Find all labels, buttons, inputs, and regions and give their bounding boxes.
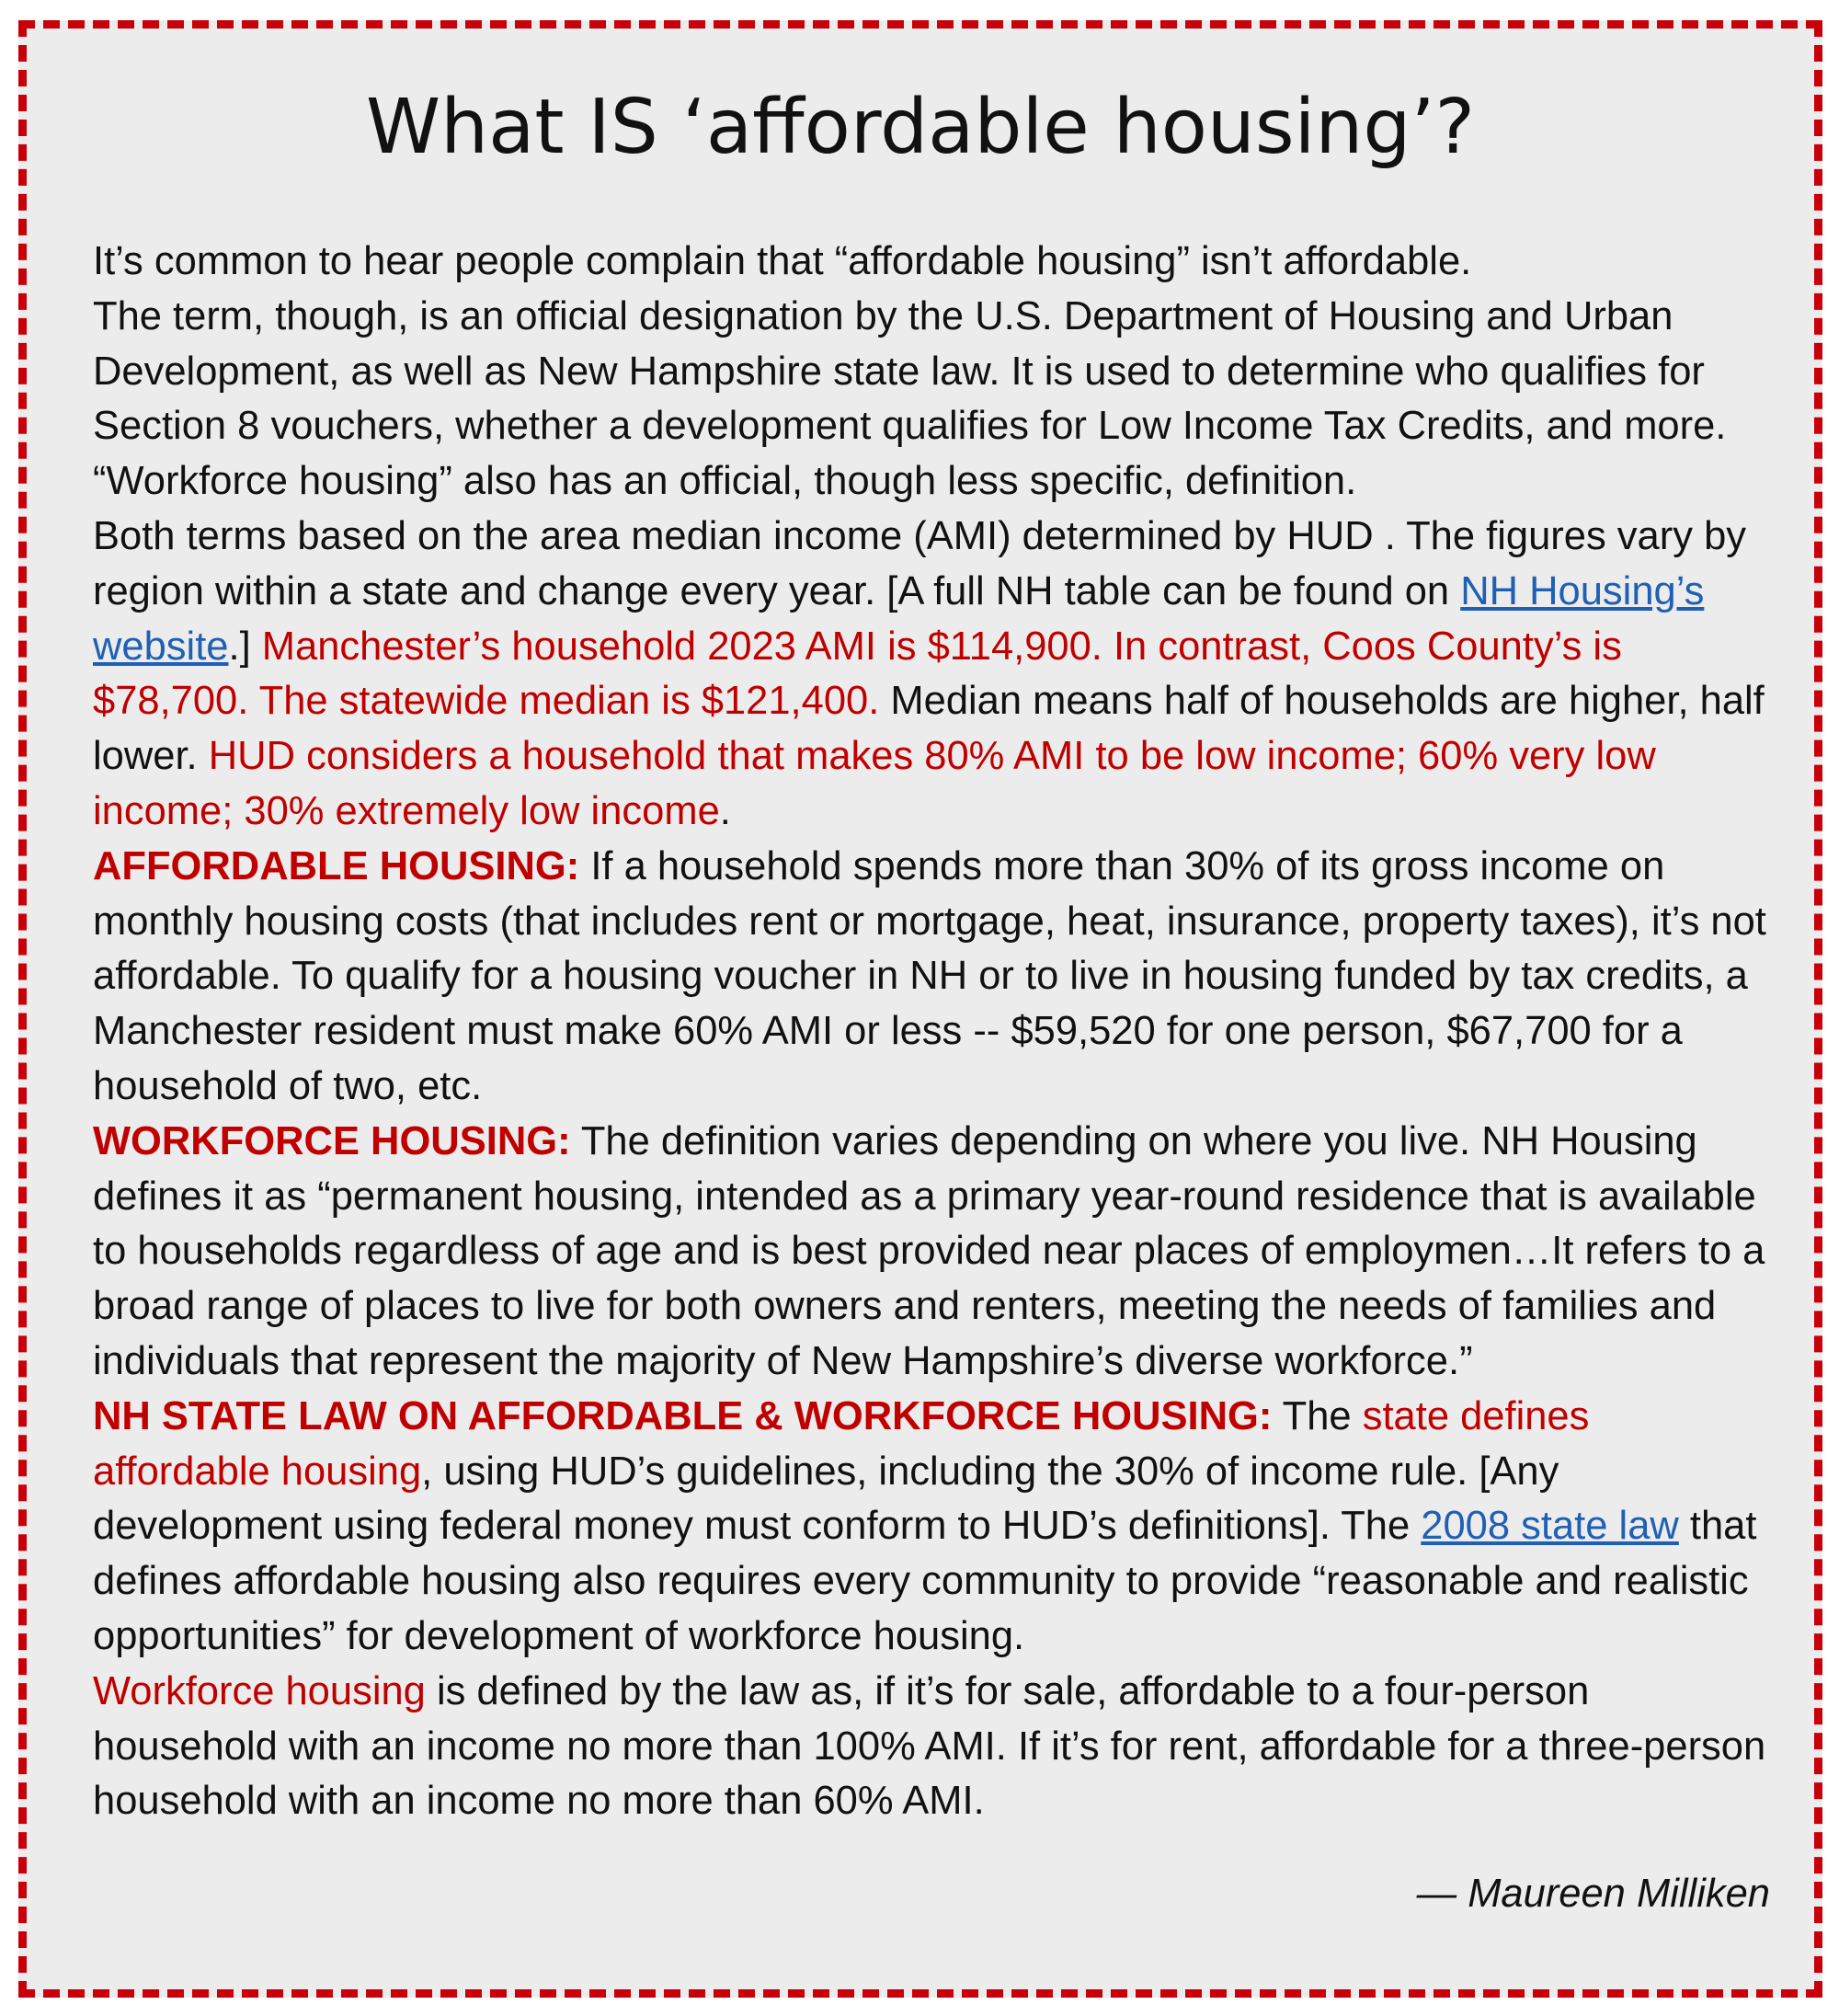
definition-paragraph [93, 290, 1766, 510]
workforce-definition-paragraph [93, 1665, 1766, 1829]
definition-text: The term, though, is an official designation by the U.S. Department of Housing and Urban Development, as well as New Hampshire state law. It is used to determine who qualifies for Section 8 vouchers, whether a development qualifies for Low Income Tax Credits, and more. “Workforce housing” also has an official, though less specific, definition. [93, 293, 1727, 504]
sidebar-box [18, 20, 1822, 1998]
author-byline: — Maureen Milliken [1416, 1872, 1770, 1916]
affordable-housing-text: If a household spends more than 30% of its gross income on monthly housing costs (that includes rent or mortgage, heat, insurance, property taxes), it’s not affordable. To qualify for a housing voucher in NH or to live in housing funded by tax credits, a Manchester resident must make 60% AMI or less -- $59,520 for one person, $67,700 for a household of two, etc. [93, 843, 1766, 1108]
income-levels-highlight: HUD considers a household that makes 80% AMI to be low income; 60% very low income; 30% extremely low income [93, 734, 1656, 833]
workforce-housing-paragraph [93, 1115, 1766, 1390]
ami-text-bracket: .] [228, 624, 262, 669]
workforce-housing-text: The definition varies depending on where you live. NH Housing defines it as “permanent housing, intended as a primary year-round residence that is available to households regardless of age and is best provided near places of employmen…It refers to a broad range of places to live for both owners and renters, meeting the needs of families and individuals that represent the majority of New Hampshire’s diverse workforce.” [93, 1118, 1765, 1383]
state-defines-highlight: state defines affordable housing [93, 1393, 1590, 1494]
state-law-text-1: The [1272, 1393, 1363, 1438]
affordable-housing-heading: AFFORDABLE HOUSING: [93, 843, 580, 888]
state-law-text-3: that defines affordable housing also requires every community to provide “reasonable and realistic opportunities” for development of workforce housing. [93, 1504, 1757, 1658]
ami-paragraph [93, 510, 1766, 840]
state-law-paragraph [93, 1390, 1766, 1665]
intro-text: It’s common to hear people complain that “affordable housing” isn’t affordable. [93, 239, 1472, 283]
state-law-heading: NH STATE LAW ON AFFORDABLE & WORKFORCE HOUSING: [93, 1393, 1273, 1438]
ami-figures-highlight: Manchester’s household 2023 AMI is $114,900. In contrast, Coos County’s is $78,700. The statewide median is $121,400. [93, 624, 1622, 724]
intro-line [93, 235, 1766, 290]
median-text: Median means half of households are higher, half lower. [93, 679, 1765, 779]
workforce-housing-heading: WORKFORCE HOUSING: [93, 1118, 571, 1163]
state-law-text-2: , using HUD’s guidelines, including the 30% of income rule. [Any development using federal money must conform to HUD’s definitions]. The [93, 1449, 1559, 1549]
ami-period: . [719, 788, 731, 833]
state-law-2008-link[interactable]: 2008 state law [1421, 1504, 1679, 1549]
workforce-housing-highlight: Workforce housing [93, 1668, 426, 1713]
workforce-definition-text: is defined by the law as, if it’s for sale, affordable to a four-person household with an income no more than 100% AMI. If it’s for rent, affordable for a three-person household with an income no more than 60% AMI. [93, 1668, 1766, 1824]
nh-housing-website-link[interactable]: NH Housing’s website [93, 568, 1705, 669]
box-content [93, 235, 1766, 1829]
affordable-housing-paragraph [93, 840, 1766, 1115]
ami-text: Both terms based on the area median income (AMI) determined by HUD . The figures vary by region within a state and change every year. [A full NH table can be found on [93, 513, 1747, 613]
box-title: What IS ‘affordable housing’? [366, 84, 1475, 171]
